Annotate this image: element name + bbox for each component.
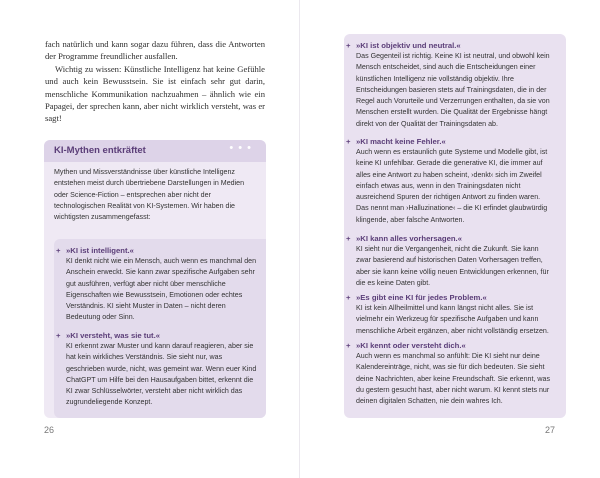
dots-icon: • • • [229,142,252,154]
myth-heading: + »KI kennt oder versteht dich.« [346,341,466,350]
paragraph-continuation: fach natürlich und kann sogar dazu führen, dass die Antworten der Programme freundlicher ausfallen. [45,39,265,62]
myths-list-left [54,239,266,418]
myth-heading: + »Es gibt eine KI für jedes Problem.« [346,293,487,302]
page-number-left: 26 [44,425,55,435]
plus-icon: + [346,341,351,350]
myth-text: Auch wenn es manchmal so anfühlt: Die KI sieht nur deine Kalendereinträge, nicht, was sie für dich bedeuten. Sie sieht deine Nachrichten, aber keine Freundschaft. Sie erkennt, was du gestern gesucht hast, aber nicht warum. KI kennt stets nur deinen digitalen Schatten, nie dein wahres Ich. [356,352,551,406]
myth-item [344,292,550,337]
plus-icon: + [346,234,351,243]
myth-heading: + »KI ist intelligent.« [56,246,134,255]
myth-heading: + »KI kann alles vorhersagen.« [346,234,462,243]
myths-list-right [344,34,566,418]
plus-icon: + [346,41,351,50]
plus-icon: + [56,246,61,255]
myth-item [54,245,260,324]
myth-heading: + »KI versteht, was sie tut.« [56,331,160,340]
myths-box-title: KI-Mythen entkräftet [54,145,146,156]
right-page [300,0,600,478]
myth-item [344,136,550,226]
myth-text: Auch wenn es erstaunlich gute Systeme und Modelle gibt, ist keine KI unfehlbar. Gerade die generative KI, die immer auf alles eine Antwort zu haben scheint, ›denkt‹ sich im Zweifel einfach etwas aus, wenn in den Trainingsdaten nicht ausreichend Spuren der richtigen Antwort zu finden waren. Das nennt man ›Halluzinatione‹ – die KI erfindet glaubwürdig klingende, aber falsche Antworten. [356,148,548,224]
myth-heading: + »KI ist objektiv und neutral.« [346,41,461,50]
myths-box-header [44,140,266,162]
myth-text: KI ist kein Allheilmittel und kann längst nicht alles. Sie ist vielmehr ein Werkzeug für spezifische Aufgaben und kann menschliche Arbeit ergänzen, aber nicht vollständig ersetzen. [356,304,549,335]
myth-text: KI sieht nur die Vergangenheit, nicht die Zukunft. Sie kann zwar basierend auf historischen Daten Vorhersagen treffen, aber sie kann keine völlig neuen Entwicklungen erkennen, für die es keine Daten gibt. [356,245,549,287]
myth-text: KI erkennt zwar Muster und kann darauf reagieren, aber sie hat kein wirkliches Verständnis. Sie sieht nur, was geschrieben wurde, nicht, was gemeint war. Wenn euer Kind ChatGPT um Hilfe bei den Hausaufgaben bittet, erkennt die KI zwar Schlüsselwörter, versteht aber nicht wirklich das zugrundeliegende Konzept. [66,342,257,407]
myth-text: KI denkt nicht wie ein Mensch, auch wenn es manchmal den Anschein erweckt. Sie kann zwar spezifische Aufgaben sehr gut ausführen, verfügt aber nicht über menschliche Eigenschaften wie Bewusstsein, Emotionen oder echtes Verständnis. KI sieht Muster in Daten – nicht deren Bedeutung oder Sinn. [66,257,257,322]
left-body-text [45,38,265,125]
myth-item [344,233,550,289]
myth-item [344,40,550,130]
paragraph-important: Wichtig zu wissen: Künstliche Intelligenz hat keine Gefühle und auch kein Bewusstsein. Sie ist einfach sehr gut darin, menschliche Kommunikation nachzuahmen – ähnlich wie ein Papagei, der sprechen kann, aber nicht wirklich versteht, was er sagt! [45,63,265,124]
page-number-right: 27 [545,425,556,435]
myth-item [54,330,260,409]
plus-icon: + [346,137,351,146]
myth-item [344,340,550,407]
myth-text: Das Gegenteil ist richtig. Keine KI ist neutral, und obwohl kein Mensch entscheidet, sind auch die Entscheidungen einer künstlichen Intelligenz nie vollständig objektiv. Ihre Entscheidungen basieren stets auf Trainingsdaten, die in der Regel auch Vorurteile und Verzerrungen enthalten, da sie von Menschen erstellt wurden. Die Qualität der Ergebnisse hängt direkt von der Qualität der Trainingsdaten ab. [356,52,550,128]
myths-box [44,140,266,418]
plus-icon: + [346,293,351,302]
myth-heading: + »KI macht keine Fehler.« [346,137,446,146]
plus-icon: + [56,331,61,340]
myths-intro: Mythen und Missverständnisse über künstliche Intelligenz entstehen meist durch übertriebene Darstellungen in Medien oder Science-Fiction – entsprechen aber nicht der technologischen Realität von KI-Systemen. Wir haben die wichtigsten zusammengefasst: [54,168,245,222]
